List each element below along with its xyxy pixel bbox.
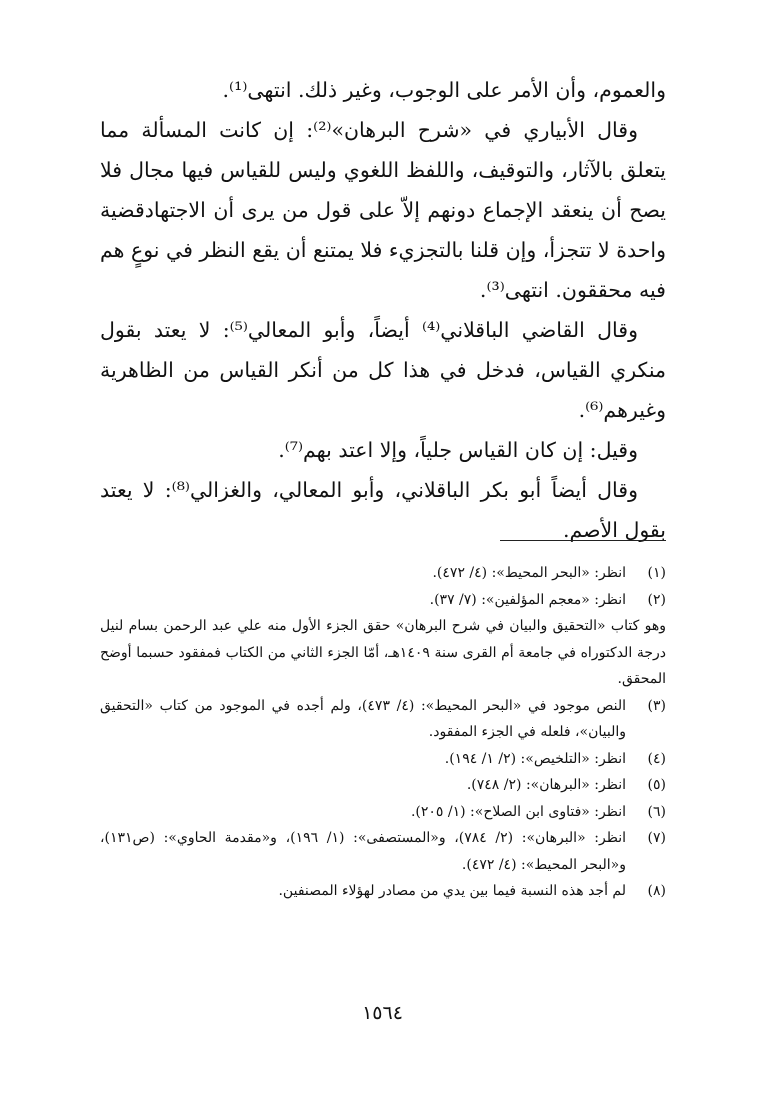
footnote-text: انظر: «معجم المؤلفين»: (٧/ ٣٧).	[429, 591, 626, 608]
footnotes	[100, 560, 666, 905]
footnote	[100, 772, 666, 799]
footnote-body	[100, 613, 666, 693]
main-text	[100, 70, 666, 550]
footnote-body	[100, 746, 626, 773]
footnote-number: (١)	[647, 565, 666, 581]
footnote-body	[100, 587, 626, 614]
footnote	[100, 587, 666, 614]
footnote	[100, 878, 666, 905]
footnote-number: (٧)	[647, 830, 666, 846]
page-number: ١٥٦٤	[362, 1002, 403, 1024]
footnote-text: انظر: «البرهان»: (٢/ ٧٨٤)، و«المستصفى»: (١/ ١٩٦)، و«مقدمة الحاوي»: (ص١٣١)، و«البحر المحيط»: (٤/ ٤٧٢).	[100, 830, 626, 873]
footnote-number: (٢)	[647, 591, 666, 608]
paragraph-3: وقال القاضي الباقلاني⁽⁴⁾ أيضاً، وأبو المعالي⁽⁵⁾: لا يعتد بقول منكري القياس، فدخل في هذا كل من أنكر القياس من الظاهرية وغيرهم⁽⁶⁾.	[100, 318, 666, 422]
footnote-text: لم أجد هذه النسبة فيما بين يدي من مصادر لهؤلاء المصنفين.	[278, 883, 626, 899]
footnote-body	[100, 878, 626, 905]
paragraph-1: والعموم، وأن الأمر على الوجوب، وغير ذلك. انتهى⁽¹⁾.	[222, 78, 666, 102]
footnote-body	[100, 772, 626, 799]
footnote-body	[100, 693, 626, 746]
footnote	[100, 799, 666, 826]
footnote-number: (٥)	[647, 777, 666, 793]
footnote-text: انظر: «فتاوى ابن الصلاح»: (١/ ٢٠٥).	[410, 803, 626, 820]
footnote-continuation	[100, 613, 666, 693]
footnote-body	[100, 825, 626, 878]
footnote-extra-text: وهو كتاب «التحقيق والبيان في شرح البرهان» حقق الجزء الأول منه علي عبد الرحمن بسام لنيل درجة الدكتوراه في جامعة أم القرى سنة ١٤٠٩هـ، أمّا الجزء الثاني من الكتاب فمفقود حسبما أوضح المحقق.	[100, 618, 666, 687]
footnote-number: (٦)	[647, 803, 666, 820]
footnote-separator	[500, 540, 666, 541]
footnote-body	[100, 560, 626, 587]
footnote-number: (٨)	[647, 883, 666, 899]
footnote-text: النص موجود في «البحر المحيط»: (٤/ ٤٧٣)، ولم أجده في الموجود من كتاب «التحقيق والبيان»، فلعله في الجزء المفقود.	[100, 697, 627, 740]
footnote-number: (٤)	[647, 750, 666, 767]
footnote	[100, 746, 666, 773]
paragraph-2: وقال الأبياري في «شرح البرهان»⁽²⁾: إن كانت المسألة مما يتعلق بالآثار، والتوقيف، واللفظ اللغوي وليس للقياس فيها مجال فلا يصح أن ينعقد الإجماع دونهم إلاّ على قول من يرى أن الاجتهادقضية واحدة لا تتجزأ، وإن قلنا بالتجزيء فلا يمتنع أن يقع النظر في نوعٍ هم فيه محققون. انتهى⁽³⁾.	[100, 118, 666, 302]
footnote-body	[100, 799, 626, 826]
footnote	[100, 560, 666, 587]
footnote-number: (٣)	[647, 697, 666, 714]
paragraph-4: وقيل: إن كان القياس جلياً، وإلا اعتد بهم⁽⁷⁾.	[278, 438, 638, 462]
footnote	[100, 693, 666, 746]
footnote-text: انظر: «البحر المحيط»: (٤/ ٤٧٢).	[432, 565, 626, 581]
footnote-text: انظر: «البرهان»: (٢/ ٧٤٨).	[466, 777, 626, 793]
paragraph-5: وقال أيضاً أبو بكر الباقلاني، وأبو المعالي، والغزالي⁽⁸⁾: لا يعتد بقول الأصم.	[100, 478, 666, 542]
footnote-text: انظر: «التلخيص»: (٢/ ١/ ١٩٤).	[444, 750, 626, 767]
footnote	[100, 825, 666, 878]
